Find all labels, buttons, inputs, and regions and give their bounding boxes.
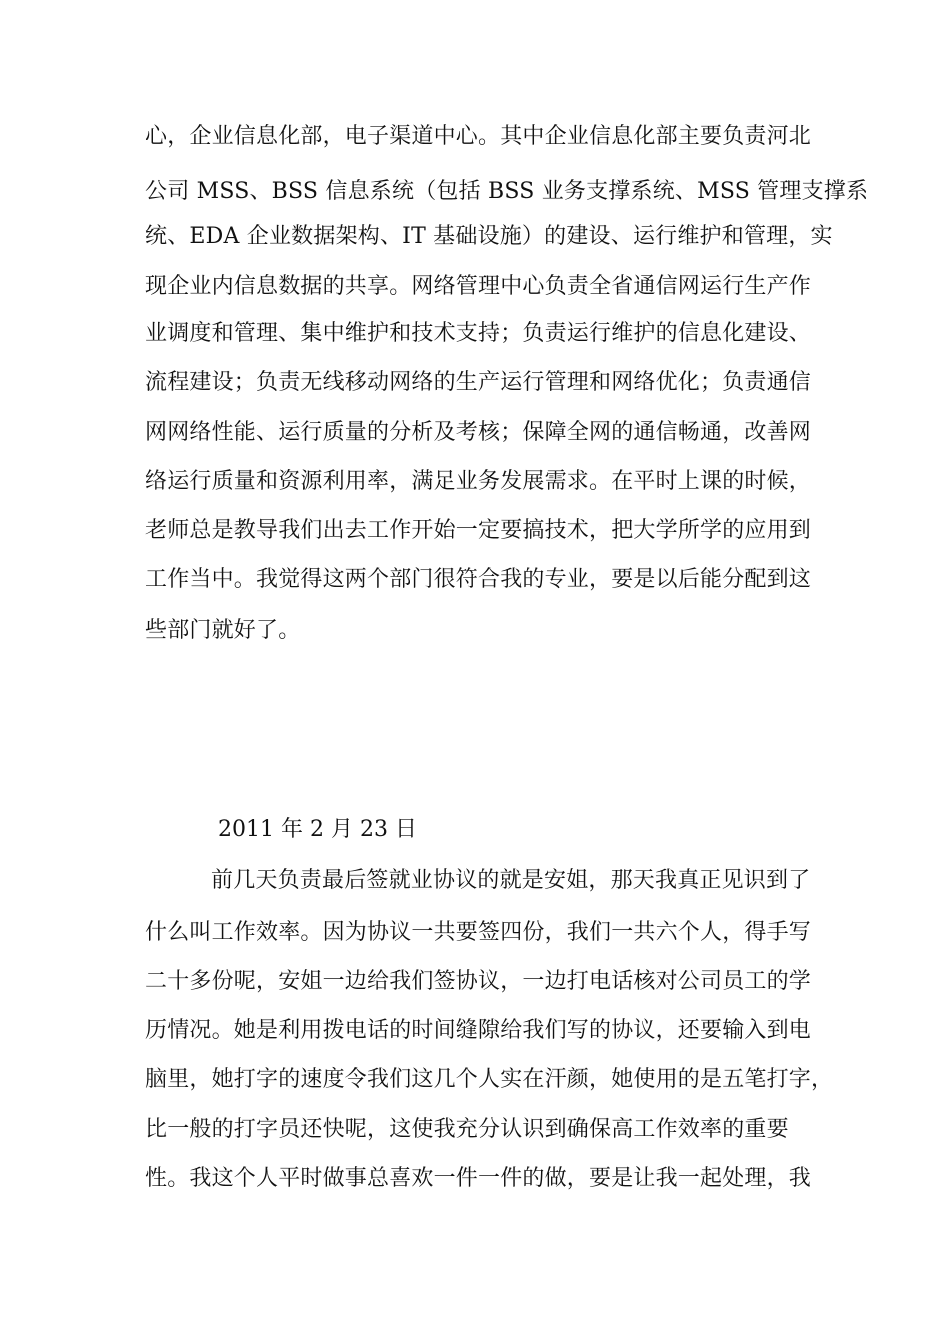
entry-date: 2011 年 2 月 23 日 <box>218 817 417 842</box>
paragraph-line: 络运行质量和资源利用率，满足业务发展需求。在平时上课的时候， <box>145 469 812 494</box>
paragraph-line: 网网络性能、运行质量的分析及考核；保障全网的通信畅通，改善网 <box>145 420 812 445</box>
paragraph-line: 性。我这个人平时做事总喜欢一件一件的做，要是让我一起处理，我 <box>145 1166 812 1191</box>
paragraph-line: 统、EDA 企业数据架构、IT 基础设施）的建设、运行维护和管理，实 <box>145 224 833 249</box>
paragraph-line: 流程建设；负责无线移动网络的生产运行管理和网络优化；负责通信 <box>145 370 812 395</box>
paragraph-line: 工作当中。我觉得这两个部门很符合我的专业，要是以后能分配到这 <box>145 567 812 592</box>
paragraph-line: 心，企业信息化部，电子渠道中心。其中企业信息化部主要负责河北 <box>145 124 812 149</box>
paragraph-line: 现企业内信息数据的共享。网络管理中心负责全省通信网运行生产作 <box>145 274 812 299</box>
paragraph-line: 前几天负责最后签就业协议的就是安姐，那天我真正见识到了 <box>211 868 811 893</box>
paragraph-line: 比一般的打字员还快呢，这使我充分认识到确保高工作效率的重要 <box>145 1117 789 1142</box>
paragraph-line: 公司 MSS、BSS 信息系统（包括 BSS 业务支撑系统、MSS 管理支撑系 <box>145 179 869 204</box>
paragraph-line: 业调度和管理、集中维护和技术支持；负责运行维护的信息化建设、 <box>145 321 812 346</box>
paragraph-line: 脑里，她打字的速度令我们这几个人实在汗颜，她使用的是五笔打字， <box>145 1067 834 1092</box>
paragraph-line: 老师总是教导我们出去工作开始一定要搞技术，把大学所学的应用到 <box>145 518 812 543</box>
paragraph-line: 些部门就好了。 <box>145 618 301 643</box>
paragraph-line: 历情况。她是利用拨电话的时间缝隙给我们写的协议，还要输入到电 <box>145 1018 812 1043</box>
paragraph-line: 二十多份呢，安姐一边给我们签协议，一边打电话核对公司员工的学 <box>145 969 812 994</box>
paragraph-line: 什么叫工作效率。因为协议一共要签四份，我们一共六个人，得手写 <box>145 920 812 945</box>
